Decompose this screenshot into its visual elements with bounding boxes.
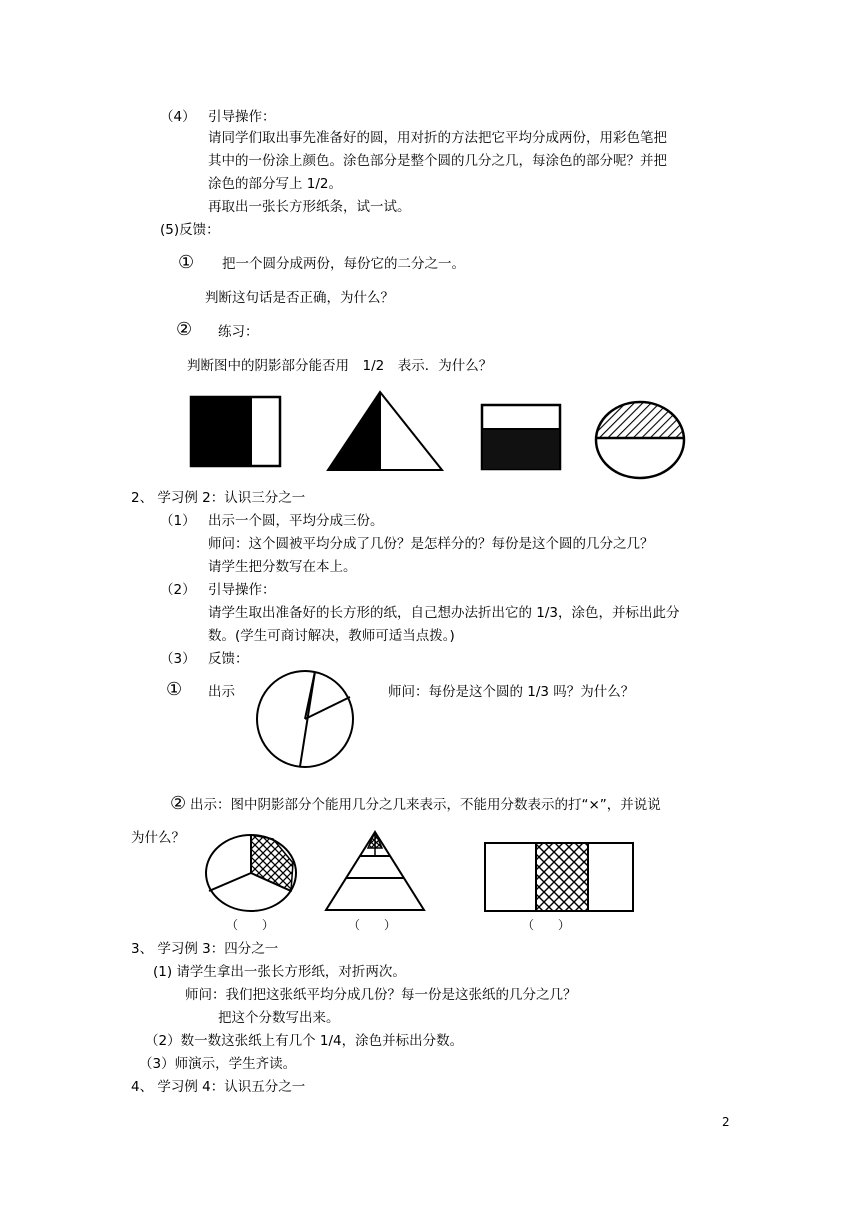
- step5-title: (5)反馈：: [160, 222, 220, 238]
- page-number: 2: [722, 1115, 730, 1129]
- s2-step1-number: （1）: [160, 513, 196, 529]
- s2-circled-two: ②: [170, 793, 187, 814]
- circle-hatched-sector-figure: [203, 833, 299, 913]
- layered-triangle-figure: [324, 830, 426, 914]
- s2-step2-line1: 请学生取出准备好的长方形的纸，自己想办法折出它的 1/3，涂色，并标出此分: [208, 605, 680, 621]
- answer-paren-3: （ ）: [522, 918, 571, 932]
- triangle-shaded-figure: [324, 390, 446, 474]
- s2-step3-number: （3）: [160, 651, 196, 667]
- section2-title: 2、 学习例 2：认识三分之一: [131, 490, 306, 506]
- s2-step2-line2: 数。(学生可商讨解决，教师可适当点拨。): [208, 628, 455, 644]
- s2-step3-text: 反馈：: [208, 651, 249, 667]
- s2-step1-question: 师问：这个圆被平均分成了几份？是怎样分的？每份是这个圆的几分之几？: [208, 536, 654, 552]
- s3-step1: (1) 请学生拿出一张长方形纸，对折两次。: [153, 964, 406, 980]
- practice-question: 判断图中的阴影部分能否用 1/2 表示．为什么？: [187, 358, 493, 374]
- s3-step2: （2）数一数这张纸上有几个 1/4，涂色并标出分数。: [145, 1033, 464, 1049]
- rect-bottom-shaded-figure: [480, 403, 562, 471]
- s2-circled-one: ①: [166, 679, 183, 700]
- s2-feedback2-line1: 出示：图中阴影部分个能用几分之几来表示，不能用分数表示的打“×”，并说说: [190, 797, 661, 813]
- s2-step2-number: （2）: [160, 582, 196, 598]
- feedback1-question: 判断这句话是否正确，为什么？: [205, 290, 394, 306]
- s2-feedback1-question: 师问：每份是这个圆的 1/3 吗？为什么？: [388, 684, 635, 700]
- s3-step3: （3）师演示，学生齐读。: [139, 1056, 297, 1072]
- step4-line3: 涂色的部分写上 1/2。: [208, 176, 343, 192]
- circle-top-hatched-figure: [594, 400, 686, 480]
- s2-step1-text: 出示一个圆，平均分成三份。: [208, 513, 384, 529]
- s2-step2-text: 引导操作：: [208, 582, 276, 598]
- answer-paren-1: （ ）: [226, 918, 275, 932]
- feedback1-statement: 把一个圆分成两份，每份它的二分之一。: [222, 256, 465, 272]
- answer-paren-2: （ ）: [348, 918, 397, 932]
- circled-one: ①: [178, 252, 195, 273]
- section4-title: 4、 学习例 4：认识五分之一: [131, 1079, 306, 1095]
- rect-half-shaded-figure: [190, 396, 282, 468]
- step4-line1: 请同学们取出事先准备好的圆，用对折的方法把它平均分成两份，用彩色笔把: [208, 130, 667, 146]
- section3-title: 3、 学习例 3：四分之一: [131, 941, 279, 957]
- s3-question1: 师问：我们把这张纸平均分成几份？每一份是这张纸的几分之几？: [185, 987, 577, 1003]
- step4-line2: 其中的一份涂上颜色。涂色部分是整个圆的几分之几，每涂色的部分呢？并把: [208, 153, 667, 169]
- circled-two: ②: [176, 319, 193, 340]
- s2-feedback1-show: 出示: [208, 684, 235, 700]
- feedback2-label: 练习：: [218, 324, 259, 340]
- s2-step1-instruction: 请学生把分数写在本上。: [208, 559, 357, 575]
- step4-title: 引导操作：: [208, 109, 276, 125]
- s3-question2: 把这个分数写出来。: [218, 1010, 340, 1026]
- rect-middle-hatched-figure: [484, 842, 636, 914]
- s2-feedback2-line2: 为什么？: [131, 830, 185, 846]
- unequal-three-part-circle: [254, 669, 356, 769]
- step4-line4: 再取出一张长方形纸条，试一试。: [208, 199, 411, 215]
- step4-number: （4）: [160, 109, 196, 125]
